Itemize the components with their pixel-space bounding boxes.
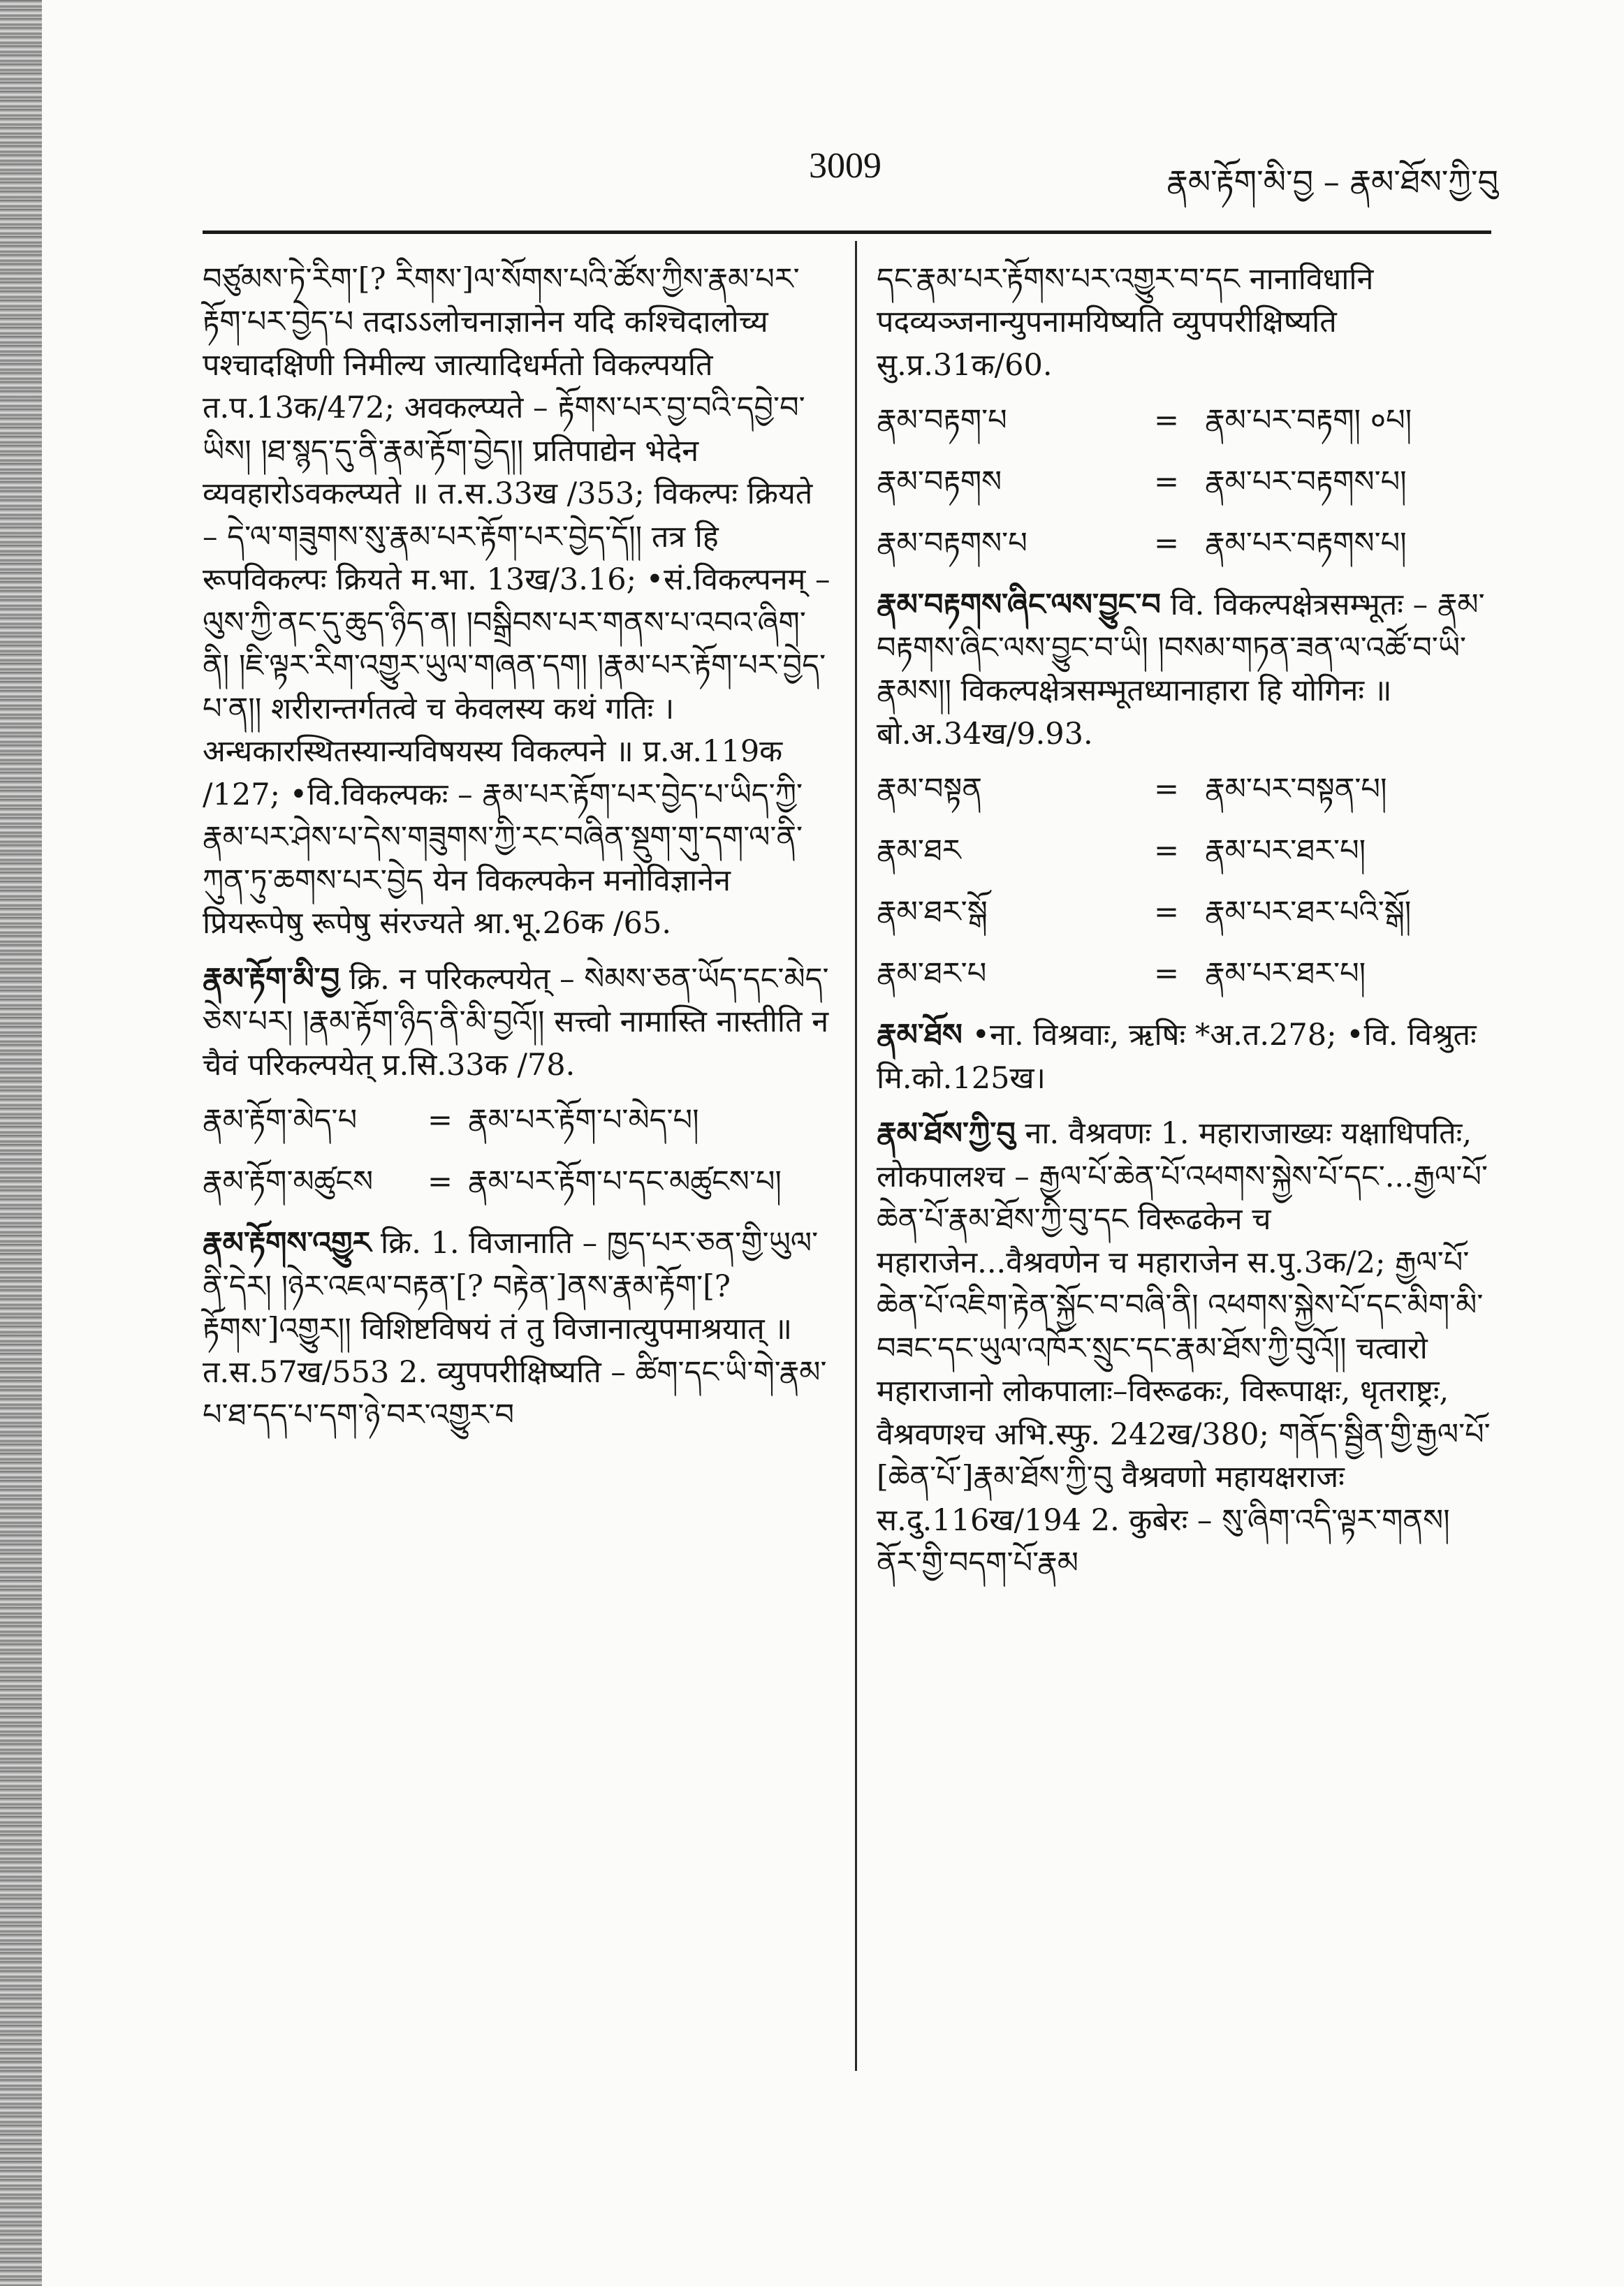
equivalence-row: [203, 1161, 831, 1222]
page-number: 3009: [809, 146, 882, 186]
entry-continuation: དང་རྣམ་པར་རྟོགས་པར་འགྱུར་བ་དང नानाविधानि पदव्यञ्जनान्युपनामयिष्यति व्युपपरीक्षिष्यति सु.प्र.31क/60.: [877, 262, 1374, 383]
header-rule: [203, 230, 1491, 234]
entry-body: ना. वैश्रवणः 1. महाराजाख्यः यक्षाधिपतिः, लोकपालश्च – རྒྱལ་པོ་ཆེན་པོ་འཕགས་སྐྱེས་པོ་དང་...རྒྱལ་པོ་ཆེན་པོ་རྣམ་ཐོས་ཀྱི་བུ་དང विरूढकेन च महाराजेन...वैश्रवणेन च महाराजेन स.पु.3क/2; རྒྱལ་པོ་ཆེན་པོ་འཇིག་རྟེན་སྐྱོང་བ་བཞི་ནི། འཕགས་སྐྱེས་པོ་དང་མིག་མི་བཟང་དང་ཡུལ་འཁོར་སྲུང་དང་རྣམ་ཐོས་ཀྱི་བུའོ།། चत्वारो महाराजानो लोकपालाः–विरूढकः, विरूपाक्षः, धृतराष्ट्रः, वैश्रवणश्च अभि.स्फु. 242ख/380; གནོད་སྦྱིན་གྱི་རྒྱལ་པོ་[ཆེན་པོ་]རྣམ་ཐོས་ཀྱི་བུ वैश्रवणो महायक्षराजः स.दु.116ख/194 2. कुबेरः – སུ་ཞིག་འདི་ལྟར་གནས། ནོར་གྱི་བདག་པོ་རྣམ: [877, 1116, 1491, 1581]
equivalence-term: རྣམ་ཐར: [877, 833, 961, 869]
equivalence-sign: =: [1153, 833, 1180, 869]
entry-body: क्रि. न परिकल्पयेत् – སེམས་ཅན་ཡོད་དང་མེད་ཅེས་པར། །རྣམ་རྟོག་ཉིད་ནི་མི་བྱའོ།། सत्त्वो नामास्ति नास्तीति न चैवं परिकल्पयेत् प्र.सि.33क /78.: [203, 961, 829, 1083]
equivalence-term: རྣམ་བསྟན: [877, 772, 983, 807]
equivalence-sign: =: [1153, 956, 1180, 992]
equivalence-term: རྣམ་བརྟགས: [877, 464, 1002, 500]
equivalence-term: རྣམ་བརྟགས་པ: [877, 526, 1027, 562]
left-column: [203, 258, 831, 1450]
equivalence-target: རྣམ་པར་རྟོག་པ་དང་མཚུངས་པ།: [468, 1164, 782, 1200]
equivalence-target: རྣམ་པར་བརྟགས་པ།: [1205, 464, 1407, 500]
entry-headword: རྣམ་རྟོག་མི་བྱ: [203, 961, 340, 997]
entry: [877, 1113, 1491, 1585]
equivalence-term: རྣམ་ཐར་སྒོ: [877, 895, 988, 930]
entry-body: •ना. विश्रवाः, ऋषिः *अ.त.278; •वि. विश्रुतः मि.को.125ख।: [877, 1018, 1477, 1096]
equivalence-sign: =: [1153, 526, 1180, 562]
entry-headword: རྣམ་རྟོགས་འགྱུར: [203, 1226, 372, 1261]
entry-body: क्रि. 1. विजानाति – ཁྱད་པར་ཅན་གྱི་ཡུལ་ནི་དེར། །ཉེར་འཇལ་བརྟན་[? བརྟེན་]ནས་རྣམ་རྟོག་[? རྟོགས་]འགྱུར།། विशिष्टविषयं तं तु विजानात्युपमाश्रयात् ॥ त.स.57ख/553 2. व्युपपरीक्षिष्यति – ཚིག་དང་ཡི་གེ་རྣམ་པ་ཐ་དད་པ་དག་ཉེ་བར་འགྱུར་བ: [203, 1226, 827, 1433]
equivalence-row: [877, 891, 1491, 953]
equivalence-target: རྣམ་པར་བསྟན་པ།: [1205, 772, 1387, 807]
equivalence-sign: =: [1153, 464, 1180, 500]
running-head: རྣམ་རྟོག་མི་བྱ – རྣམ་ཐོས་ཀྱི་བུ: [1166, 163, 1498, 200]
entry: [877, 584, 1491, 756]
right-column: [877, 258, 1491, 1598]
equivalence-term: རྣམ་བརྟག་པ: [877, 403, 1007, 439]
entry: [203, 1222, 831, 1437]
entry-headword: རྣམ་ཐོས་ཀྱི་བུ: [877, 1116, 1016, 1152]
equivalence-target: རྣམ་པར་རྟོག་པ་མེད་པ།: [468, 1103, 699, 1138]
equivalence-row: [877, 400, 1491, 461]
equivalence-sign: =: [1153, 403, 1180, 439]
equivalence-sign: =: [427, 1103, 453, 1138]
equivalence-target: རྣམ་པར་ཐར་པ།: [1205, 833, 1366, 869]
equivalence-sign: =: [1153, 895, 1180, 930]
equivalence-row: [877, 830, 1491, 891]
equivalence-row: [203, 1099, 831, 1161]
entry-headword: རྣམ་བརྟགས་ཞིང་ལས་བྱུང་བ: [877, 587, 1161, 623]
equivalence-target: རྣམ་པར་བརྟགས་པ།: [1205, 526, 1407, 562]
column-divider: [855, 241, 857, 2071]
entry: [203, 958, 831, 1087]
equivalence-sign: =: [427, 1164, 453, 1200]
equivalence-target: རྣམ་པར་བརྟག། ०པ།: [1205, 403, 1412, 439]
equivalence-term: རྣམ་རྟོག་མཚུངས: [203, 1164, 374, 1200]
equivalence-row: [877, 953, 1491, 1014]
book-binding-edge: [0, 0, 42, 2286]
equivalence-row: [877, 461, 1491, 522]
equivalence-target: རྣམ་པར་ཐར་པའི་སྒོ།: [1205, 895, 1412, 930]
entry: [877, 1014, 1491, 1100]
entry-continuation: བཙུམས་ཏེ་རིག་[? རིགས་]ལ་སོགས་པའི་ཚོས་ཀྱིས་རྣམ་པར་རྟོག་པར་བྱེད་པ तदाऽऽलोचनाज्ञानेन यदि कश्चिदालोच्य पश्चादक्षिणी निमील्य जात्यादिधर्मतो विकल्पयति त.प.13क/472; अवकल्प्यते – རྟོགས་པར་བྱ་བའི་དབྱེ་བ་ཡིས། །ཐ་སྙད་དུ་ནི་རྣམ་རྟོག་བྱེད།། प्रतिपाद्येन भेदेन व्यवहारोऽवकल्प्यते ॥ त.स.33ख /353; विकल्पः क्रियते – དེ་ལ་གཟུགས་སུ་རྣམ་པར་རྟོག་པར་བྱེད་དོ།། तत्र हि रूपविकल्पः क्रियते म.भा. 13ख/3.16; •सं.विकल्पनम् – ལུས་ཀྱི་ནང་དུ་ཆུད་ཉིད་ན། །བསྒྲིབས་པར་གནས་པ་འབའ་ཞིག་ནི། །ཇི་ལྟར་རིག་འགྱུར་ཡུལ་གཞན་དག། །རྣམ་པར་རྟོག་པར་བྱེད་པ་ན།། शरीरान्तर्गतत्वे च केवलस्य कथं गतिः । अन्धकारस्थितस्यान्यविषयस्य विकल्पने ॥ प्र.अ.119क /127; •वि.विकल्पकः – རྣམ་པར་རྟོག་པར་བྱེད་པ་ཡིད་ཀྱི་རྣམ་པར་ཤེས་པ་དེས་གཟུགས་ཀྱི་རང་བཞིན་སྡུག་གུ་དག་ལ་ནི་ཀུན་ཏུ་ཆགས་པར་བྱེད येन विकल्पकेन मनोविज्ञानेन प्रियरूपेषु रूपेषु संरज्यते श्रा.भू.26क /65.: [203, 262, 831, 941]
equivalence-sign: =: [1153, 772, 1180, 807]
equivalence-term: རྣམ་ཐར་པ: [877, 956, 987, 992]
entry-headword: རྣམ་ཐོས: [877, 1018, 963, 1053]
equivalence-target: རྣམ་པར་ཐར་པ།: [1205, 956, 1366, 992]
equivalence-row: [877, 522, 1491, 584]
equivalence-term: རྣམ་རྟོག་མེད་པ: [203, 1103, 358, 1138]
entry-body: वि. विकल्पक्षेत्रसम्भूतः – རྣམ་བརྟགས་ཞིང་ལས་བྱུང་བ་ཡི། །བསམ་གཏན་ཟན་ལ་འཚོ་བ་ཡི་རྣམས།། विकल्पक्षेत्रसम्भूतध्यानाहारा हि योगिनः ॥ बो.अ.34ख/9.93.: [877, 587, 1485, 752]
equivalence-row: [877, 768, 1491, 830]
